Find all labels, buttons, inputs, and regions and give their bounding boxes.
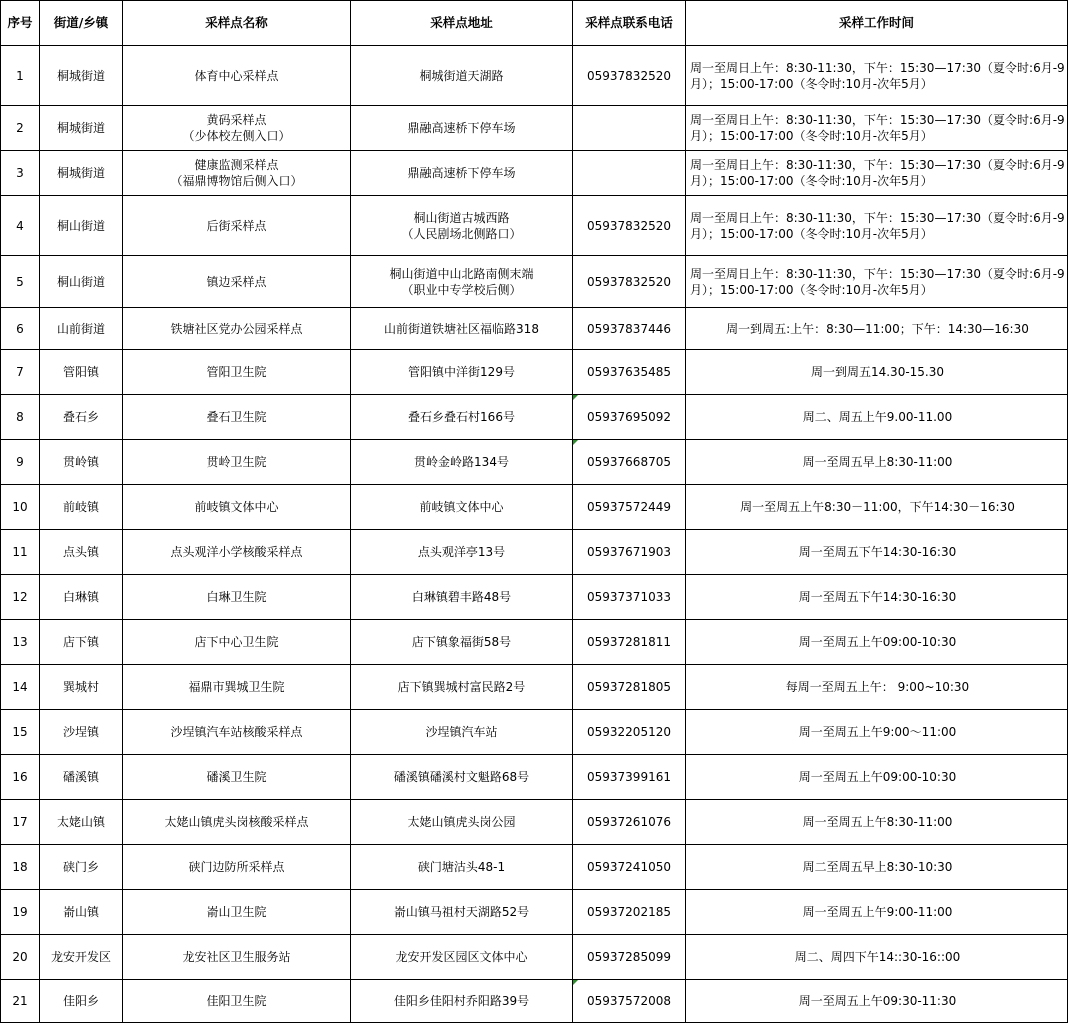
row-town: 叠石乡 (40, 395, 123, 440)
row-work-time: 周一至周日上午：8:30-11:30，下午：15:30—17:30（夏令时:6月-9月）；15:00-17:00（冬令时:10月-次年5月） (686, 151, 1068, 196)
site-name-line: 硖门边防所采样点 (188, 860, 285, 874)
row-work-time: 周二至周五早上8:30-10:30 (686, 845, 1068, 890)
row-site-name (123, 665, 351, 710)
row-town: 嵛山镇 (40, 890, 123, 935)
phone-text: 05937668705 (587, 455, 671, 469)
table-row (1, 575, 1068, 620)
row-number: 5 (1, 256, 40, 308)
row-town: 硖门乡 (40, 845, 123, 890)
table-row (1, 46, 1068, 106)
address-line: 前岐镇文体中心 (419, 500, 504, 514)
row-number: 14 (1, 665, 40, 710)
address-line: 桐城街道天湖路 (419, 68, 504, 83)
row-address (351, 800, 573, 845)
row-address (351, 575, 573, 620)
table-row (1, 440, 1068, 485)
table-row (1, 151, 1068, 196)
row-number: 15 (1, 710, 40, 755)
row-work-time: 周一到周五14.30-15.30 (686, 350, 1068, 395)
row-number: 17 (1, 800, 40, 845)
row-work-time: 周一至周日上午：8:30-11:30，下午：15:30—17:30（夏令时:6月-9月）；15:00-17:00（冬令时:10月-次年5月） (686, 196, 1068, 256)
row-number: 6 (1, 308, 40, 350)
row-phone (573, 106, 686, 151)
row-address (351, 256, 573, 308)
table-row (1, 106, 1068, 151)
row-phone: 05937399161 (573, 755, 686, 800)
row-address (351, 755, 573, 800)
row-site-name (123, 440, 351, 485)
row-town: 前岐镇 (40, 485, 123, 530)
row-address (351, 620, 573, 665)
row-site-name (123, 196, 351, 256)
row-town: 桐城街道 (40, 151, 123, 196)
row-work-time: 周二、周五上午9.00-11.00 (686, 395, 1068, 440)
row-work-time: 周一至周日上午：8:30-11:30，下午：15:30—17:30（夏令时:6月-9月）；15:00-17:00（冬令时:10月-次年5月） (686, 46, 1068, 106)
site-name-line: 白琳卫生院 (206, 590, 267, 604)
row-town: 贯岭镇 (40, 440, 123, 485)
row-number: 9 (1, 440, 40, 485)
table-row (1, 485, 1068, 530)
row-number: 10 (1, 485, 40, 530)
row-work-time: 周一至周五上午09:00-10:30 (686, 620, 1068, 665)
row-town: 点头镇 (40, 530, 123, 575)
row-phone: 05937241050 (573, 845, 686, 890)
site-name-line: 福鼎市巽城卫生院 (188, 680, 285, 694)
table-row (1, 980, 1068, 1023)
row-phone: 05937572449 (573, 485, 686, 530)
row-phone: 05937832520 (573, 256, 686, 308)
row-phone: 05937635485 (573, 350, 686, 395)
site-name-line: 铁塘社区党办公园采样点 (170, 321, 303, 336)
row-site-name (123, 308, 351, 350)
site-name-line: 店下中心卫生院 (194, 635, 279, 649)
site-name-note: （少体校左侧入口） (182, 129, 291, 143)
row-site-name (123, 350, 351, 395)
site-name-line: 管阳卫生院 (206, 365, 267, 379)
row-phone (573, 395, 686, 440)
header-row (1, 1, 1068, 46)
row-work-time: 周一至周五下午14:30-16:30 (686, 575, 1068, 620)
row-address (351, 46, 573, 106)
cell-comment-marker (573, 980, 578, 985)
row-work-time: 周一至周五上午9:00-11:00 (686, 890, 1068, 935)
table-row (1, 935, 1068, 980)
row-town: 磻溪镇 (40, 755, 123, 800)
table-row (1, 350, 1068, 395)
row-address (351, 308, 573, 350)
table-row (1, 890, 1068, 935)
row-phone: 05937832520 (573, 196, 686, 256)
row-number: 16 (1, 755, 40, 800)
row-number: 12 (1, 575, 40, 620)
site-name-line: 龙安社区卫生服务站 (182, 950, 291, 964)
address-line: 叠石乡叠石村166号 (408, 410, 515, 424)
address-line: 桐山街道古城西路 (413, 210, 510, 225)
row-work-time: 周一至周五上午09:00-10:30 (686, 755, 1068, 800)
row-town: 巽城村 (40, 665, 123, 710)
row-work-time: 周一至周日上午：8:30-11:30，下午：15:30—17:30（夏令时:6月-9月）；15:00-17:00（冬令时:10月-次年5月） (686, 106, 1068, 151)
header-phone: 采样点联系电话 (573, 1, 686, 46)
row-number: 4 (1, 196, 40, 256)
site-name-line: 健康监测采样点 (194, 158, 279, 172)
row-number: 19 (1, 890, 40, 935)
row-town: 太姥山镇 (40, 800, 123, 845)
row-phone: 05937371033 (573, 575, 686, 620)
address-line: 贯岭金岭路134号 (414, 455, 509, 469)
address-line: 山前街道铁塘社区福临路318 (384, 321, 539, 336)
header-town: 街道/乡镇 (40, 1, 123, 46)
row-address (351, 890, 573, 935)
row-address (351, 845, 573, 890)
row-number: 1 (1, 46, 40, 106)
row-address (351, 980, 573, 1023)
row-site-name (123, 530, 351, 575)
address-note: （人民剧场北侧路口） (401, 226, 522, 241)
row-address (351, 665, 573, 710)
row-site-name (123, 710, 351, 755)
row-phone: 05937837446 (573, 308, 686, 350)
row-work-time: 周一至周五上午8:30－11:00，下午14:30－16:30 (686, 485, 1068, 530)
header-no: 序号 (1, 1, 40, 46)
site-name-line: 镇边采样点 (206, 274, 267, 289)
table-row (1, 710, 1068, 755)
row-address (351, 350, 573, 395)
site-name-line: 沙埕镇汽车站核酸采样点 (170, 725, 303, 739)
site-name-line: 后街采样点 (206, 218, 267, 233)
site-name-line: 贯岭卫生院 (206, 455, 267, 469)
row-site-name (123, 106, 351, 151)
row-town: 白琳镇 (40, 575, 123, 620)
row-site-name (123, 935, 351, 980)
row-address (351, 395, 573, 440)
row-town: 店下镇 (40, 620, 123, 665)
row-address (351, 485, 573, 530)
row-work-time: 周一至周五上午8:30-11:00 (686, 800, 1068, 845)
row-work-time: 每周一至周五上午： 9:00~10:30 (686, 665, 1068, 710)
row-number: 13 (1, 620, 40, 665)
row-site-name (123, 485, 351, 530)
address-line: 沙埕镇汽车站 (425, 725, 498, 739)
row-phone: 05937281811 (573, 620, 686, 665)
address-line: 桐山街道中山北路南侧末端 (389, 266, 534, 281)
row-address (351, 710, 573, 755)
row-town: 桐山街道 (40, 196, 123, 256)
table-row (1, 620, 1068, 665)
row-site-name (123, 845, 351, 890)
address-line: 嵛山镇马祖村天湖路52号 (393, 905, 530, 919)
address-line: 龙安开发区园区文体中心 (395, 950, 528, 964)
row-site-name (123, 151, 351, 196)
row-address (351, 106, 573, 151)
row-work-time: 周一至周五上午9:00～11:00 (686, 710, 1068, 755)
row-town: 龙安开发区 (40, 935, 123, 980)
row-address (351, 530, 573, 575)
table-body (1, 46, 1068, 1023)
address-line: 点头观洋亭13号 (417, 545, 506, 559)
address-line: 硖门塘沽头48-1 (417, 860, 506, 874)
address-note: （职业中专学校后侧） (401, 282, 522, 297)
header-address: 采样点地址 (351, 1, 573, 46)
row-work-time: 周一至周五上午09:30-11:30 (686, 980, 1068, 1023)
row-site-name (123, 800, 351, 845)
address-line: 鼎融高速桥下停车场 (407, 121, 516, 135)
row-number: 21 (1, 980, 40, 1023)
table-row (1, 665, 1068, 710)
row-work-time: 周二、周四下午14::30-16::00 (686, 935, 1068, 980)
address-line: 白琳镇碧丰路48号 (411, 590, 512, 604)
row-site-name (123, 620, 351, 665)
row-town: 佳阳乡 (40, 980, 123, 1023)
row-work-time: 周一至周五早上8:30-11:00 (686, 440, 1068, 485)
site-name-line: 前岐镇文体中心 (194, 500, 279, 514)
row-phone: 05937832520 (573, 46, 686, 106)
row-site-name (123, 395, 351, 440)
table-row (1, 530, 1068, 575)
row-town: 桐山街道 (40, 256, 123, 308)
header-time: 采样工作时间 (686, 1, 1068, 46)
row-site-name (123, 46, 351, 106)
site-name-line: 体育中心采样点 (194, 68, 279, 83)
row-town: 桐城街道 (40, 106, 123, 151)
row-site-name (123, 755, 351, 800)
site-name-note: （福鼎博物馆后侧入口） (170, 174, 303, 188)
address-line: 磻溪镇磻溪村文魁路68号 (393, 770, 530, 784)
row-phone (573, 151, 686, 196)
row-phone: 05937261076 (573, 800, 686, 845)
row-number: 18 (1, 845, 40, 890)
table-row (1, 308, 1068, 350)
row-town: 管阳镇 (40, 350, 123, 395)
row-phone: 05937281805 (573, 665, 686, 710)
site-name-line: 嵛山卫生院 (206, 905, 267, 919)
row-address (351, 196, 573, 256)
table-row (1, 845, 1068, 890)
phone-text: 05937695092 (587, 410, 671, 424)
row-number: 20 (1, 935, 40, 980)
site-name-line: 黄码采样点 (206, 113, 267, 127)
row-work-time: 周一到周五:上午：8:30—11:00；下午：14:30—16:30 (686, 308, 1068, 350)
row-number: 11 (1, 530, 40, 575)
row-phone: 05932205120 (573, 710, 686, 755)
site-name-line: 磻溪卫生院 (206, 770, 267, 784)
row-address (351, 935, 573, 980)
cell-comment-marker (573, 440, 578, 445)
header-name: 采样点名称 (123, 1, 351, 46)
site-name-line: 太姥山镇虎头岗核酸采样点 (164, 815, 309, 829)
address-line: 店下镇巽城村富民路2号 (397, 680, 526, 694)
row-town: 桐城街道 (40, 46, 123, 106)
row-site-name (123, 980, 351, 1023)
site-name-line: 佳阳卫生院 (206, 994, 267, 1008)
table-row (1, 196, 1068, 256)
address-line: 管阳镇中洋街129号 (408, 365, 515, 379)
site-name-line: 点头观洋小学核酸采样点 (170, 545, 303, 559)
table-row (1, 395, 1068, 440)
row-phone: 05937285099 (573, 935, 686, 980)
row-address (351, 440, 573, 485)
row-site-name (123, 575, 351, 620)
table-row (1, 800, 1068, 845)
row-number: 7 (1, 350, 40, 395)
address-line: 佳阳乡佳阳村乔阳路39号 (393, 994, 530, 1008)
row-number: 8 (1, 395, 40, 440)
row-address (351, 151, 573, 196)
row-phone (573, 440, 686, 485)
row-town: 沙埕镇 (40, 710, 123, 755)
row-number: 3 (1, 151, 40, 196)
address-line: 鼎融高速桥下停车场 (407, 166, 516, 180)
row-work-time: 周一至周日上午：8:30-11:30，下午：15:30—17:30（夏令时:6月-9月）；15:00-17:00（冬令时:10月-次年5月） (686, 256, 1068, 308)
phone-text: 05937572008 (587, 994, 671, 1008)
row-phone: 05937202185 (573, 890, 686, 935)
row-phone (573, 980, 686, 1023)
row-number: 2 (1, 106, 40, 151)
row-town: 山前街道 (40, 308, 123, 350)
row-phone: 05937671903 (573, 530, 686, 575)
table-row (1, 755, 1068, 800)
row-site-name (123, 890, 351, 935)
table-row (1, 256, 1068, 308)
cell-comment-marker (573, 395, 578, 400)
address-line: 店下镇象福街58号 (411, 635, 512, 649)
row-site-name (123, 256, 351, 308)
row-work-time: 周一至周五下午14:30-16:30 (686, 530, 1068, 575)
site-name-line: 叠石卫生院 (206, 410, 267, 424)
address-line: 太姥山镇虎头岗公园 (407, 815, 516, 829)
